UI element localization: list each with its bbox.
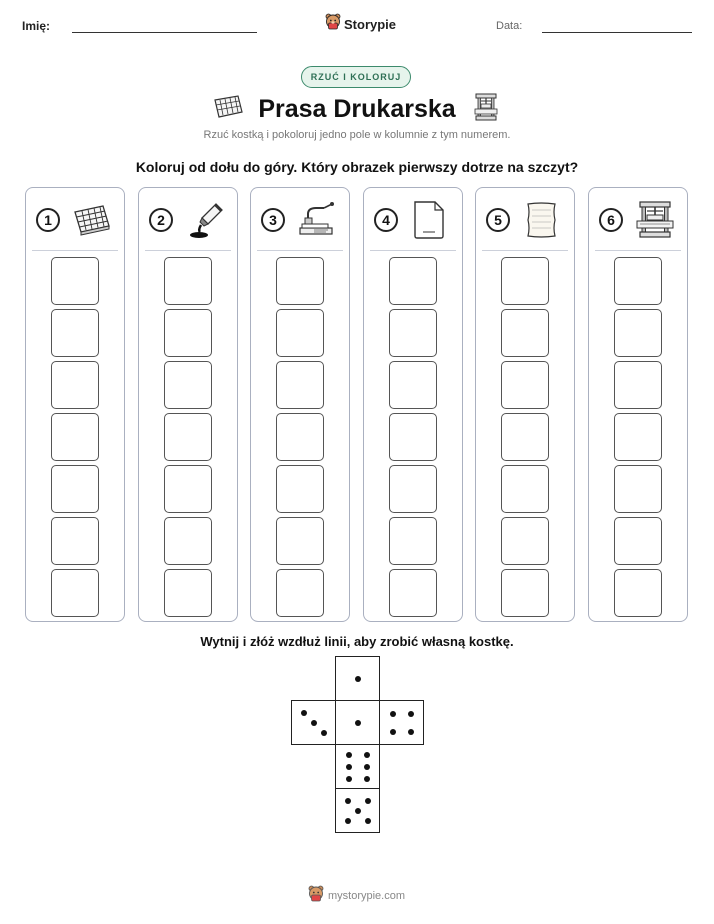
column-header	[476, 188, 574, 248]
column-number: 3	[261, 208, 285, 232]
bear-mascot-icon	[308, 885, 324, 907]
printing-press-icon	[473, 92, 499, 127]
die-face-3	[291, 700, 336, 745]
die-pip	[346, 776, 352, 782]
page-title: Prasa Drukarska	[258, 95, 456, 123]
color-cell[interactable]	[164, 569, 212, 617]
printing-press-icon	[634, 200, 676, 240]
footer-url: mystorypie.com	[328, 890, 406, 902]
color-cell[interactable]	[501, 413, 549, 461]
die-pip	[345, 818, 351, 824]
color-cell[interactable]	[164, 413, 212, 461]
color-cell[interactable]	[389, 465, 437, 513]
die-face-1	[335, 700, 380, 745]
color-cell[interactable]	[164, 257, 212, 305]
color-cell[interactable]	[501, 517, 549, 565]
color-cell[interactable]	[389, 361, 437, 409]
die-pip	[355, 676, 361, 682]
die-pip	[390, 711, 396, 717]
color-cell[interactable]	[51, 465, 99, 513]
color-cell[interactable]	[51, 517, 99, 565]
column-6	[588, 187, 688, 622]
color-cell[interactable]	[614, 257, 662, 305]
worksheet-header	[0, 0, 714, 50]
color-cell[interactable]	[276, 465, 324, 513]
die-pip	[346, 764, 352, 770]
column-divider	[595, 250, 681, 251]
ink-tube-icon	[184, 200, 226, 240]
color-cell[interactable]	[276, 413, 324, 461]
color-cell[interactable]	[389, 413, 437, 461]
color-cell[interactable]	[614, 517, 662, 565]
color-cell[interactable]	[614, 413, 662, 461]
die-pip	[364, 776, 370, 782]
column-number: 6	[599, 208, 623, 232]
column-header	[251, 188, 349, 248]
color-cell[interactable]	[164, 465, 212, 513]
date-line	[542, 32, 692, 33]
color-cell[interactable]	[276, 361, 324, 409]
color-cell[interactable]	[51, 361, 99, 409]
color-cell[interactable]	[276, 309, 324, 357]
column-5	[475, 187, 575, 622]
color-cell[interactable]	[276, 517, 324, 565]
color-cell[interactable]	[276, 257, 324, 305]
name-label: Imię:	[22, 19, 51, 33]
die-pip	[364, 764, 370, 770]
date-label: Data:	[496, 20, 523, 32]
cut-instruction: Wytnij i złóż wzdłuż linii, aby zrobić własną kostkę.	[200, 634, 514, 649]
color-cell[interactable]	[614, 465, 662, 513]
column-2	[138, 187, 238, 622]
die-pip	[355, 720, 361, 726]
die-pip	[365, 798, 371, 804]
instruction: Koloruj od dołu do góry. Który obrazek pierwszy dotrze na szczyt?	[135, 159, 579, 175]
color-cell[interactable]	[164, 517, 212, 565]
die-pip	[301, 710, 307, 716]
color-cell[interactable]	[51, 309, 99, 357]
brand-name: Storypie	[344, 16, 397, 32]
column-4	[363, 187, 463, 622]
paper-sheet-icon	[409, 200, 451, 240]
footer	[308, 885, 405, 907]
color-cell[interactable]	[164, 309, 212, 357]
color-cell[interactable]	[501, 569, 549, 617]
color-cell[interactable]	[51, 569, 99, 617]
color-cell[interactable]	[501, 257, 549, 305]
column-1	[25, 187, 125, 622]
die-pip	[311, 720, 317, 726]
column-header	[589, 188, 687, 248]
color-cell[interactable]	[501, 309, 549, 357]
column-header	[364, 188, 462, 248]
brand-logo	[325, 13, 396, 35]
column-number: 1	[36, 208, 60, 232]
movable-type-tray-icon	[71, 200, 113, 240]
column-divider	[257, 250, 343, 251]
column-header	[26, 188, 124, 248]
color-cell[interactable]	[51, 257, 99, 305]
color-cell[interactable]	[614, 309, 662, 357]
column-number: 4	[374, 208, 398, 232]
die-pip	[355, 808, 361, 814]
name-line	[72, 32, 257, 33]
title-row	[0, 92, 714, 126]
die-pip	[390, 729, 396, 735]
column-divider	[482, 250, 568, 251]
color-cell[interactable]	[389, 569, 437, 617]
color-cell[interactable]	[164, 361, 212, 409]
color-cell[interactable]	[389, 309, 437, 357]
die-pip	[408, 729, 414, 735]
color-cell[interactable]	[614, 361, 662, 409]
color-cell[interactable]	[501, 465, 549, 513]
die-face-1	[335, 656, 380, 701]
die-pip	[345, 798, 351, 804]
color-cell[interactable]	[389, 517, 437, 565]
die-pip	[321, 730, 327, 736]
color-cell[interactable]	[51, 413, 99, 461]
color-cell[interactable]	[614, 569, 662, 617]
die-face-6	[335, 744, 380, 789]
color-cell[interactable]	[501, 361, 549, 409]
die-pip	[408, 711, 414, 717]
column-divider	[145, 250, 231, 251]
column-3	[250, 187, 350, 622]
color-cell[interactable]	[276, 569, 324, 617]
color-cell[interactable]	[389, 257, 437, 305]
column-divider	[370, 250, 456, 251]
column-divider	[32, 250, 118, 251]
subtitle: Rzuć kostką i pokoloruj jedno pole w kolumnie z tym numerem.	[203, 129, 511, 141]
column-number: 5	[486, 208, 510, 232]
die-pip	[365, 818, 371, 824]
die-pip	[346, 752, 352, 758]
column-number: 2	[149, 208, 173, 232]
bear-mascot-icon	[325, 13, 341, 35]
column-header	[139, 188, 237, 248]
die-face-4	[379, 700, 424, 745]
embossing-press-icon	[296, 200, 338, 240]
activity-badge: RZUĆ I KOLORUJ	[301, 66, 411, 88]
die-face-5	[335, 788, 380, 833]
die-pip	[364, 752, 370, 758]
parchment-icon	[521, 200, 563, 240]
